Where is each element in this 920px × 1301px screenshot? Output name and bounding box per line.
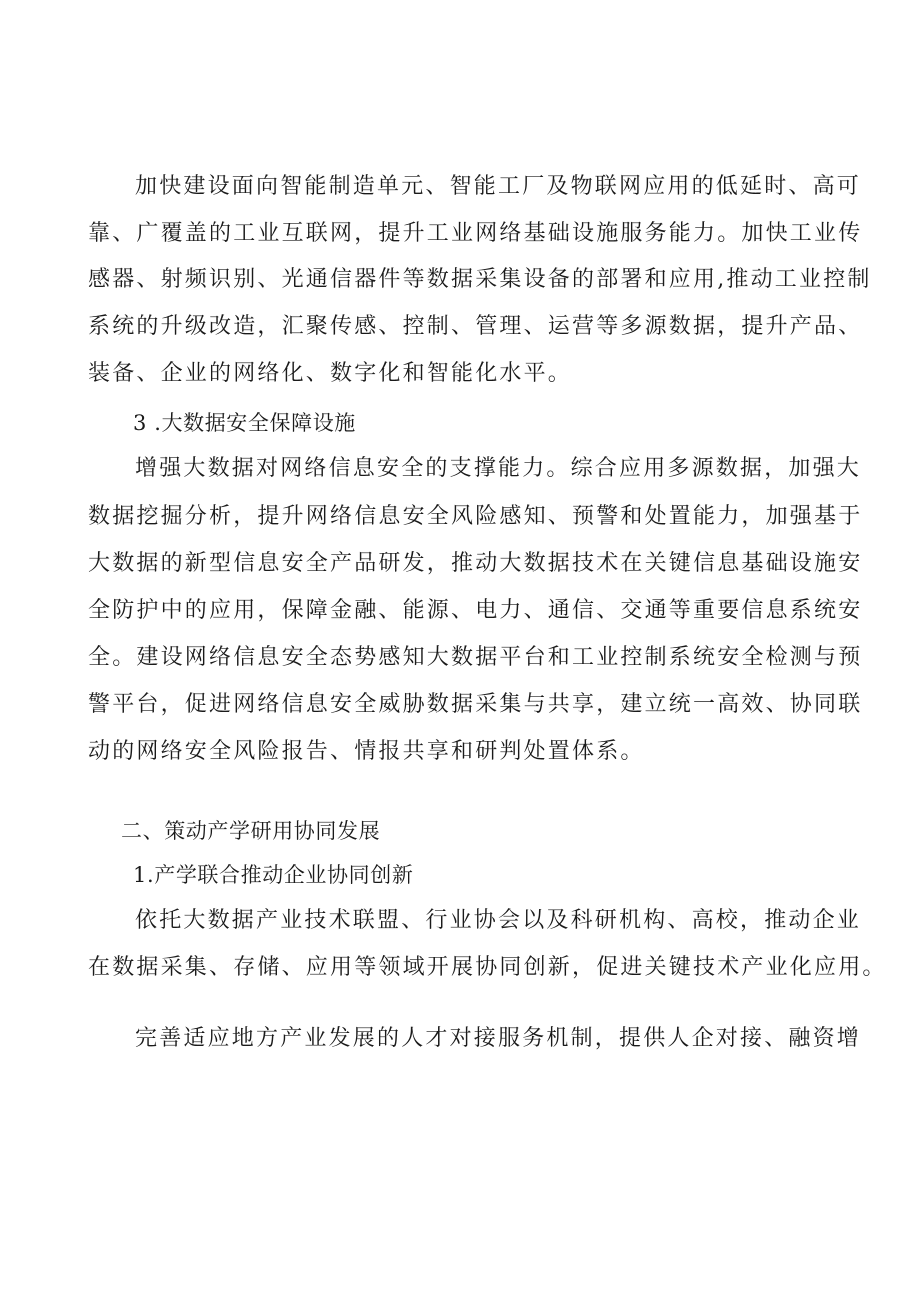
subheading-big-data-security: 3 .大数据安全保障设施: [133, 411, 356, 435]
paragraph-line: 感器、射频识别、光通信器件等数据采集设备的部署和应用,推动工业控制: [88, 267, 872, 292]
paragraph-line: 全防护中的应用，保障金融、能源、电力、通信、交通等重要信息系统安: [88, 598, 863, 623]
paragraph-line: 靠、广覆盖的工业互联网，提升工业网络基础设施服务能力。加快工业传: [88, 221, 863, 246]
section-title-collaboration: 二、策动产学研用协同发展: [121, 819, 381, 843]
paragraph-line: 全。建设网络信息安全态势感知大数据平台和工业控制系统安全检测与预: [88, 645, 863, 670]
paragraph-line: 警平台，促进网络信息安全威胁数据采集与共享，建立统一高效、协同联: [88, 692, 863, 717]
subheading-enterprise-innovation: 1.产学联合推动企业协同创新: [133, 863, 414, 887]
paragraph-line: 依托大数据产业技术联盟、行业协会以及科研机构、高校，推动企业: [135, 908, 862, 933]
paragraph-line: 大数据的新型信息安全产品研发，推动大数据技术在关键信息基础设施安: [88, 551, 863, 576]
paragraph-line: 完善适应地方产业发展的人才对接服务机制，提供人企对接、融资增: [135, 1026, 862, 1051]
paragraph-line: 数据挖掘分析，提升网络信息安全风险感知、预警和处置能力，加强基于: [88, 504, 863, 529]
paragraph-line: 在数据采集、存储、应用等领域开展协同创新，促进关键技术产业化应用。: [88, 955, 887, 980]
paragraph-line: 装备、企业的网络化、数字化和智能化水平。: [88, 361, 573, 386]
paragraph-line: 系统的升级改造，汇聚传感、控制、管理、运营等多源数据，提升产品、: [88, 314, 863, 339]
paragraph-line: 增强大数据对网络信息安全的支撑能力。综合应用多源数据，加强大: [135, 456, 862, 481]
paragraph-line: 加快建设面向智能制造单元、智能工厂及物联网应用的低延时、高可: [135, 174, 862, 199]
paragraph-line: 动的网络安全风险报告、情报共享和研判处置体系。: [88, 739, 645, 764]
